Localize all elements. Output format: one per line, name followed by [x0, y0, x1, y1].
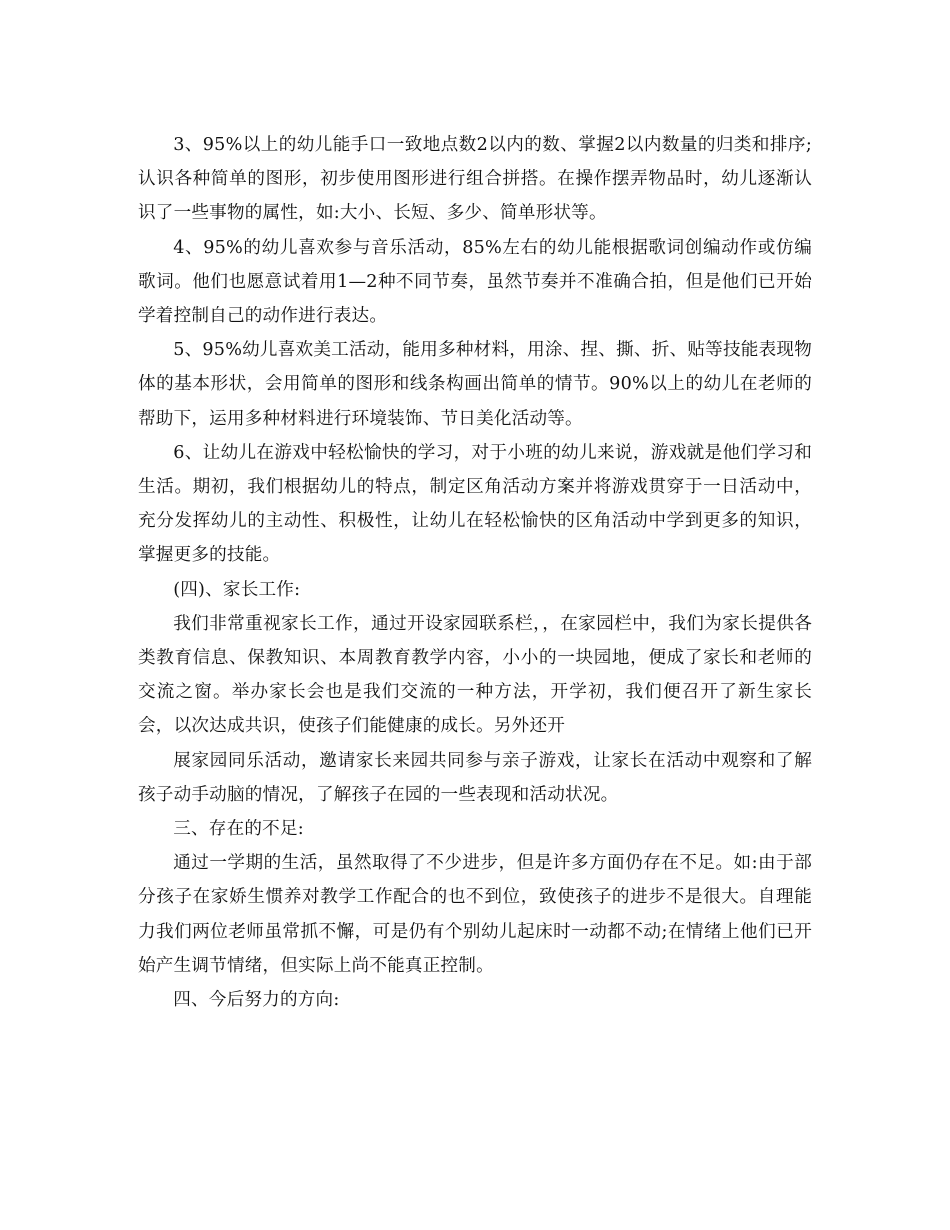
paragraph-shortcomings: 通过一学期的生活，虽然取得了不少进步，但是许多方面仍存在不足。如:由于部分孩子在家娇生惯养对教学工作配合的也不到位，致使孩子的进步不是很大。自理能力我们两位老师虽常抓不懈，可是仍有个别幼儿起床时一动都不动;在情绪上他们已开始产生调节情绪，但实际上尚不能真正控制。: [138, 853, 812, 976]
section-heading-parent-work: (四)、家长工作:: [173, 579, 301, 600]
paragraph-music-activity: 4、95%的幼儿喜欢参与音乐活动，85%左右的幼儿能根据歌词创编动作或仿编歌词。他们也愿意试着用1—2种不同节奏，虽然节奏并不准确合拍，但是他们已开始学着控制自己的动作进行表达。: [138, 237, 812, 327]
paragraph-math-ability: 3、95%以上的幼儿能手口一致地点数2以内的数、掌握2以内数量的归类和排序;认识各种简单的图形，初步使用图形进行组合拼搭。在操作摆弄物品时，幼儿逐渐认识了一些事物的属性，如:大小、长短、多少、简单形状等。: [138, 135, 812, 224]
paragraph-family-activity: 展家园同乐活动，邀请家长来园共同参与亲子游戏，让家长在活动中观察和了解孩子动手动脑的情况，了解孩子在园的一些表现和活动状况。: [138, 750, 812, 805]
document-body: [138, 128, 812, 1017]
paragraph-game-learning: 6、让幼儿在游戏中轻松愉快的学习，对于小班的幼儿来说，游戏就是他们学习和生活。期初，我们根据幼儿的特点，制定区角活动方案并将游戏贯穿于一日活动中，充分发挥幼儿的主动性、积极性，让幼儿在轻松愉快的区角活动中学到更多的知识，掌握更多的技能。: [138, 442, 812, 566]
section-heading-future-direction: 四、今后努力的方向:: [173, 990, 340, 1011]
paragraph-parent-work: 我们非常重视家长工作，通过开设家园联系栏，，在家园栏中，我们为家长提供各类教育信息、保教知识、本周教育教学内容，小小的一块园地，便成了家长和老师的交流之窗。举办家长会也是我们交流的一种方法，开学初，我们便召开了新生家长会，以次达成共识，使孩子们能健康的成长。另外还开: [138, 613, 812, 737]
section-heading-shortcomings: 三、存在的不足:: [173, 819, 304, 840]
paragraph-art-activity: 5、95%幼儿喜欢美工活动，能用多种材料，用涂、捏、撕、折、贴等技能表现物体的基本形状，会用简单的图形和线条构画出简单的情节。90%以上的幼儿在老师的帮助下，运用多种材料进行环境装饰、节日美化活动等。: [138, 340, 812, 429]
